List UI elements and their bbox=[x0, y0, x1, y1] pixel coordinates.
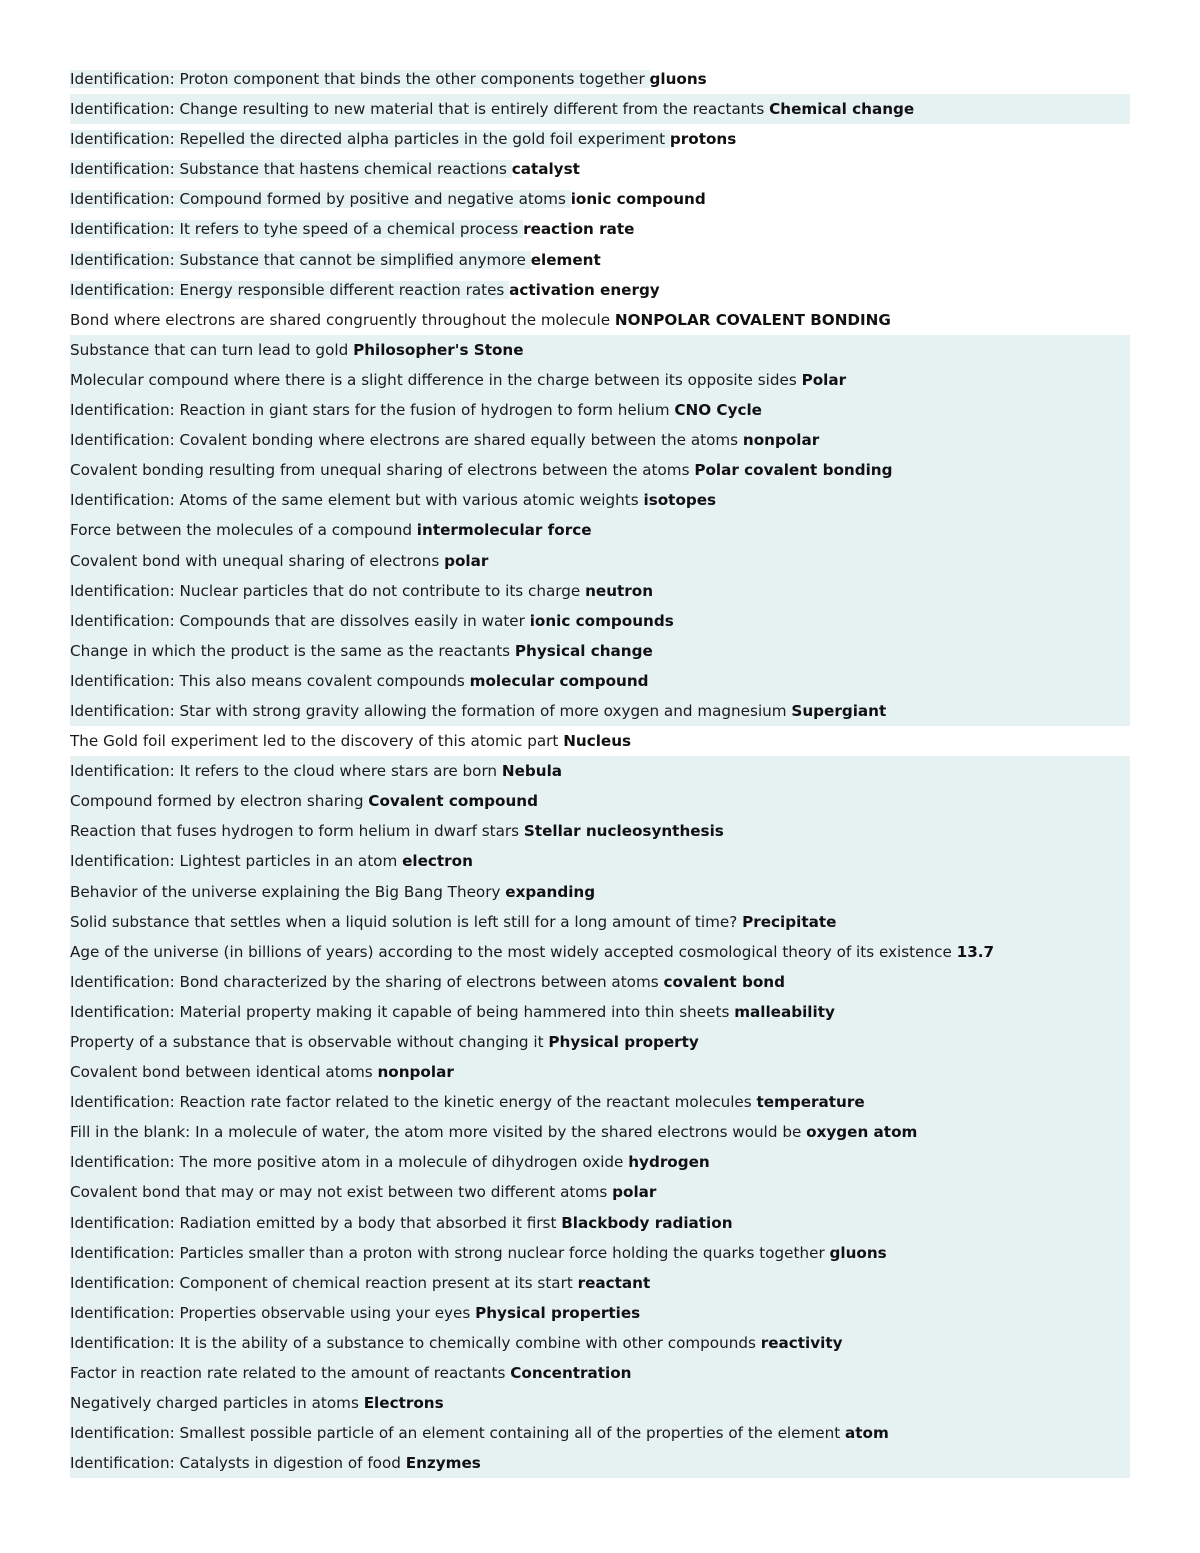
question-text: Covalent bond that may or may not exist between two different atoms bbox=[70, 1183, 613, 1202]
question-text: Change in which the product is the same as the reactants bbox=[70, 641, 515, 660]
list-item bbox=[70, 1208, 1130, 1238]
list-item bbox=[70, 515, 1130, 545]
answer-text: CNO Cycle bbox=[674, 401, 762, 420]
answer-text: Concentration bbox=[510, 1364, 632, 1383]
answer-text: activation energy bbox=[509, 280, 660, 299]
list-item bbox=[70, 184, 1130, 214]
list-item bbox=[70, 1027, 1130, 1057]
list-item bbox=[70, 1117, 1130, 1147]
answer-text: molecular compound bbox=[469, 671, 649, 690]
question-text: Identification: Covalent bonding where electrons are shared equally between the atoms bbox=[70, 431, 743, 450]
answer-text: Precipitate bbox=[742, 912, 837, 931]
answer-text: reaction rate bbox=[523, 220, 635, 239]
question-text: Identification: Change resulting to new material that is entirely different from the reactants bbox=[70, 100, 770, 119]
question-text: Force between the molecules of a compound bbox=[70, 521, 417, 540]
question-text: Identification: Energy responsible different reaction rates bbox=[70, 280, 510, 299]
answer-text: polar bbox=[612, 1183, 657, 1202]
list-item bbox=[70, 696, 1130, 726]
question-text: Identification: The more positive atom in a molecule of dihydrogen oxide bbox=[70, 1153, 629, 1172]
answer-text: covalent bond bbox=[663, 972, 785, 991]
list-item bbox=[70, 546, 1130, 576]
answer-text: element bbox=[530, 250, 601, 269]
list-item bbox=[70, 94, 1130, 124]
answer-text: Nebula bbox=[501, 762, 563, 781]
question-text: Solid substance that settles when a liquid solution is left still for a long amount of time? bbox=[70, 912, 743, 931]
question-text: Identification: Reaction rate factor related to the kinetic energy of the reactant molecules bbox=[70, 1093, 757, 1112]
question-text: Identification: It refers to the cloud where stars are born bbox=[70, 762, 502, 781]
question-text: Identification: Smallest possible particle of an element containing all of the properties of the element bbox=[70, 1424, 846, 1443]
question-text: Molecular compound where there is a slight difference in the charge between its opposite sides bbox=[70, 370, 802, 389]
list-item bbox=[70, 937, 1130, 967]
list-item bbox=[70, 997, 1130, 1027]
list-item bbox=[70, 726, 1130, 756]
answer-text: atom bbox=[845, 1424, 889, 1443]
list-item bbox=[70, 1177, 1130, 1207]
answer-text: Physical change bbox=[514, 641, 653, 660]
answer-text: polar bbox=[444, 551, 489, 570]
answer-text: reactivity bbox=[760, 1333, 843, 1352]
list-item bbox=[70, 786, 1130, 816]
list-item bbox=[70, 967, 1130, 997]
list-item bbox=[70, 245, 1130, 275]
list-item bbox=[70, 1057, 1130, 1087]
question-text: Identification: Lightest particles in an atom bbox=[70, 852, 403, 871]
question-text: Identification: Compound formed by positive and negative atoms bbox=[70, 190, 571, 209]
list-item bbox=[70, 1238, 1130, 1268]
answer-text: Physical properties bbox=[475, 1303, 641, 1322]
answer-text: protons bbox=[669, 130, 737, 149]
question-text: Identification: Bond characterized by the sharing of electrons between atoms bbox=[70, 972, 664, 991]
question-text: Identification: Component of chemical reaction present at its start bbox=[70, 1273, 578, 1292]
list-item bbox=[70, 485, 1130, 515]
list-item bbox=[70, 1298, 1130, 1328]
question-text: Identification: Reaction in giant stars for the fusion of hydrogen to form helium bbox=[70, 401, 675, 420]
list-item bbox=[70, 846, 1130, 876]
question-text: Identification: Substance that cannot be simplified anymore bbox=[70, 250, 531, 269]
list-item bbox=[70, 756, 1130, 786]
question-text: Substance that can turn lead to gold bbox=[70, 340, 354, 359]
question-text: Identification: Star with strong gravity allowing the formation of more oxygen and magnesium bbox=[70, 701, 792, 720]
answer-text: ionic compounds bbox=[529, 611, 674, 630]
answer-text: isotopes bbox=[643, 491, 717, 510]
list-item bbox=[70, 636, 1130, 666]
answer-text: nonpolar bbox=[742, 431, 820, 450]
list-item bbox=[70, 816, 1130, 846]
list-item bbox=[70, 576, 1130, 606]
list-item bbox=[70, 425, 1130, 455]
question-text: Identification: Catalysts in digestion of food bbox=[70, 1454, 406, 1473]
list-item bbox=[70, 365, 1130, 395]
answer-text: expanding bbox=[505, 882, 596, 901]
list-item bbox=[70, 124, 1130, 154]
question-text: Bond where electrons are shared congruently throughout the molecule bbox=[70, 310, 615, 329]
question-text: Negatively charged particles in atoms bbox=[70, 1394, 364, 1413]
question-text: Identification: Radiation emitted by a body that absorbed it first bbox=[70, 1213, 562, 1232]
question-text: Identification: Substance that hastens chemical reactions bbox=[70, 160, 512, 179]
answer-text: reactant bbox=[577, 1273, 651, 1292]
question-text: Identification: Nuclear particles that do not contribute to its charge bbox=[70, 581, 586, 600]
list-item bbox=[70, 335, 1130, 365]
list-item bbox=[70, 1418, 1130, 1448]
list-item bbox=[70, 275, 1130, 305]
answer-text: Nucleus bbox=[563, 732, 632, 751]
question-text: The Gold foil experiment led to the discovery of this atomic part bbox=[70, 732, 564, 751]
list-item bbox=[70, 395, 1130, 425]
question-text: Property of a substance that is observable without changing it bbox=[70, 1033, 549, 1051]
list-item bbox=[70, 606, 1130, 636]
question-text: Identification: Material property making it capable of being hammered into thin sheets bbox=[70, 1002, 735, 1021]
answer-text: ionic compound bbox=[570, 190, 706, 209]
answer-text: electron bbox=[402, 852, 473, 871]
answer-text: malleability bbox=[734, 1002, 835, 1021]
answer-text: Polar covalent bonding bbox=[694, 461, 893, 480]
list-item bbox=[70, 305, 1130, 335]
question-text: Factor in reaction rate related to the amount of reactants bbox=[70, 1364, 511, 1383]
answer-text: nonpolar bbox=[377, 1063, 454, 1082]
question-text: Identification: It is the ability of a substance to chemically combine with other compounds bbox=[70, 1333, 761, 1352]
list-item bbox=[70, 1328, 1130, 1358]
list-item bbox=[70, 64, 1130, 94]
question-text: Identification: Atoms of the same element but with various atomic weights bbox=[70, 491, 644, 510]
list-item bbox=[70, 214, 1130, 244]
list-item bbox=[70, 1087, 1130, 1117]
answer-text: gluons bbox=[649, 70, 707, 88]
answer-text: Covalent compound bbox=[368, 792, 538, 811]
list-item bbox=[70, 1388, 1130, 1418]
answer-text: temperature bbox=[756, 1093, 865, 1112]
answer-text: catalyst bbox=[511, 160, 580, 179]
answer-text: Supergiant bbox=[791, 701, 887, 720]
answer-text: hydrogen bbox=[628, 1153, 710, 1172]
question-text: Covalent bond between identical atoms bbox=[70, 1063, 378, 1082]
list-item bbox=[70, 1268, 1130, 1298]
question-text: Behavior of the universe explaining the Big Bang Theory bbox=[70, 882, 506, 901]
question-text: Fill in the blank: In a molecule of water, the atom more visited by the shared electrons would be bbox=[70, 1123, 807, 1142]
answer-text: 13.7 bbox=[956, 942, 995, 961]
answer-text: Blackbody radiation bbox=[561, 1213, 733, 1232]
answer-text: intermolecular force bbox=[416, 521, 592, 540]
list-item bbox=[70, 154, 1130, 184]
list-item bbox=[70, 1358, 1130, 1388]
answer-text: Chemical change bbox=[769, 100, 915, 119]
list-item bbox=[70, 1448, 1130, 1478]
question-text: Identification: Properties observable using your eyes bbox=[70, 1303, 476, 1322]
question-text: Identification: Compounds that are dissolves easily in water bbox=[70, 611, 530, 630]
question-text: Compound formed by electron sharing bbox=[70, 792, 369, 811]
answer-text: Physical property bbox=[548, 1033, 699, 1051]
question-text: Reaction that fuses hydrogen to form helium in dwarf stars bbox=[70, 822, 524, 841]
answer-text: oxygen atom bbox=[806, 1123, 918, 1142]
list-item bbox=[70, 1147, 1130, 1177]
answer-text: Polar bbox=[801, 370, 847, 389]
question-text: Covalent bond with unequal sharing of electrons bbox=[70, 551, 445, 570]
question-text: Identification: Repelled the directed alpha particles in the gold foil experiment bbox=[70, 130, 670, 149]
question-text: Age of the universe (in billions of years) according to the most widely accepted cosmological theory of its existence bbox=[70, 942, 957, 961]
question-text: Covalent bonding resulting from unequal sharing of electrons between the atoms bbox=[70, 461, 695, 480]
list-item bbox=[70, 877, 1130, 907]
question-text: Identification: Proton component that binds the other components together bbox=[70, 70, 650, 88]
list-item bbox=[70, 666, 1130, 696]
question-text: Identification: Particles smaller than a proton with strong nuclear force holding the quarks together bbox=[70, 1243, 830, 1262]
answer-text: neutron bbox=[585, 581, 654, 600]
question-text: Identification: It refers to tyhe speed of a chemical process bbox=[70, 220, 524, 239]
answer-text: Enzymes bbox=[405, 1454, 481, 1473]
list-item bbox=[70, 907, 1130, 937]
answer-text: Electrons bbox=[363, 1394, 444, 1413]
question-text: Identification: This also means covalent compounds bbox=[70, 671, 470, 690]
answer-text: NONPOLAR COVALENT BONDING bbox=[614, 310, 891, 329]
answer-text: Philosopher's Stone bbox=[353, 340, 524, 359]
flashcard-list bbox=[70, 64, 1130, 1478]
answer-text: gluons bbox=[829, 1243, 887, 1262]
list-item bbox=[70, 455, 1130, 485]
answer-text: Stellar nucleosynthesis bbox=[523, 822, 724, 841]
